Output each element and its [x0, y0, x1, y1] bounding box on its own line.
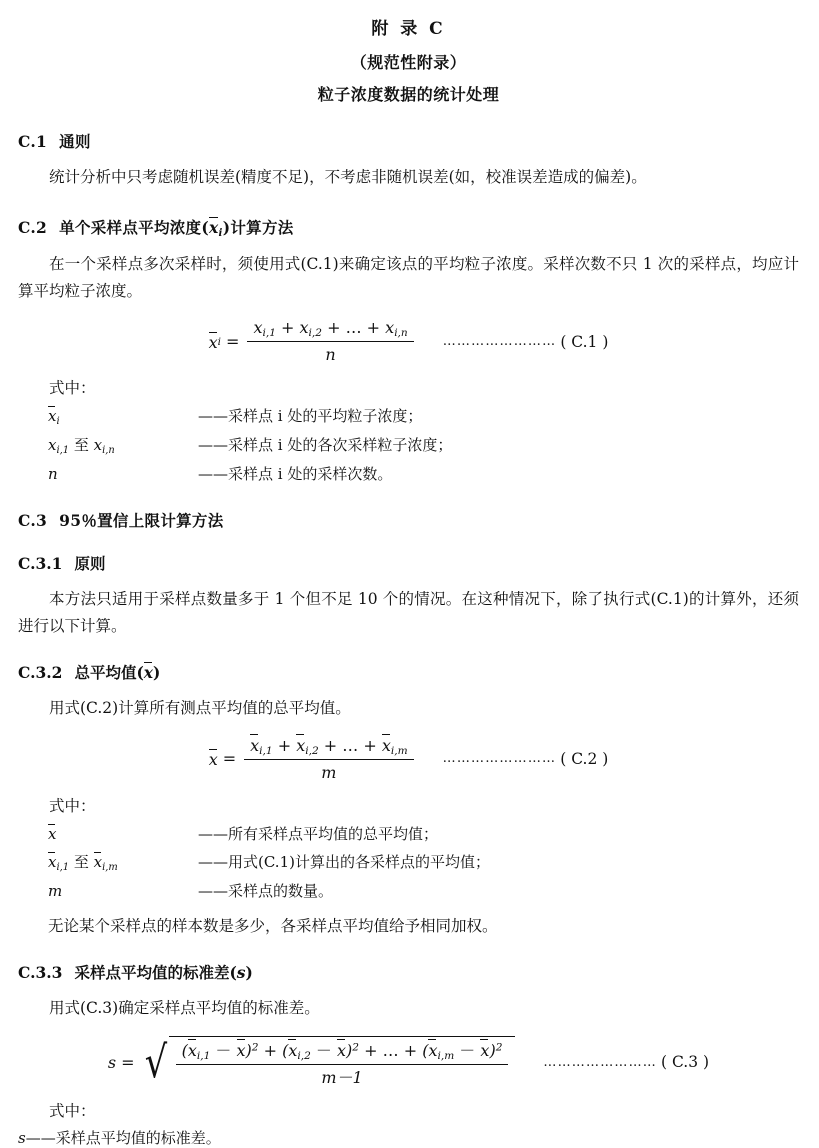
section-number-c32: C.3.2 — [18, 662, 63, 682]
section-number-c33: C.3.3 — [18, 962, 63, 982]
paragraph-c31: 本方法只适用于采样点数量多于 1 个但不足 10 个的情况。在这种情况下，除了执行式(C.1)的计算外，还须进行以下计算。 — [18, 589, 799, 635]
where-label-c33: 式中： — [49, 1101, 96, 1120]
section-title-c32-pre: 总平均值( — [74, 662, 144, 682]
paragraph-c33: 用式(C.3)确定采样点平均值的标准差。 — [49, 998, 320, 1017]
definition-list-c33 — [18, 1127, 799, 1148]
formula-c1-denominator: n — [325, 345, 336, 365]
formula-c2-leader: …………………… — [442, 751, 557, 767]
definition-row — [18, 405, 799, 427]
definition-symbol: m — [48, 881, 63, 900]
formula-c2-lhs: x — [208, 749, 218, 769]
section-heading-c3 — [18, 509, 799, 531]
section-title-c32-symbol: x — [143, 662, 154, 682]
equals-sign: = — [226, 332, 240, 352]
formula-c2-expression — [209, 734, 417, 784]
definition-row — [18, 463, 799, 484]
paragraph-c32-note: 无论某个采样点的样本数是多少，各采样点平均值给予相同加权。 — [48, 916, 498, 935]
formula-c2 — [18, 734, 799, 784]
definition-text: ——采样点 i 处的各次采样粒子浓度； — [198, 435, 453, 454]
section-heading-c33 — [18, 961, 799, 983]
definition-text: ——采样点平均值的标准差。 — [25, 1128, 221, 1147]
formula-c1-numerator: $x_{i,1} + x_{i,2}$ + … + $x_{i,n}$ — [247, 317, 413, 342]
section-heading-c2 — [18, 216, 799, 239]
definition-text: ——采样点 i 处的采样次数。 — [198, 464, 393, 483]
equals-sign: = — [222, 749, 237, 769]
definition-symbol: s — [18, 1128, 26, 1147]
where-label-c32: 式中： — [49, 796, 96, 815]
formula-c2-fraction — [244, 734, 413, 784]
formula-c3-expression — [108, 1036, 517, 1089]
section-heading-c31 — [18, 552, 799, 574]
formula-c1-lhs: x — [208, 332, 218, 352]
formula-c3-leader: …………………… — [543, 1054, 658, 1070]
formula-c3-denominator: m－1 — [321, 1067, 363, 1087]
definition-row — [18, 851, 799, 873]
paragraph-c32: 用式(C.2)计算所有测点平均值的总平均值。 — [49, 698, 351, 717]
formula-c3 — [18, 1036, 799, 1089]
definition-symbol: n — [48, 464, 58, 483]
section-number-c3: C.3 — [18, 510, 48, 530]
formula-c2-denominator: m — [321, 763, 337, 783]
definition-text: ——用式(C.1)计算出的各采样点的平均值； — [198, 852, 490, 871]
section-title-c32-post: ) — [153, 662, 161, 682]
formula-c1-expression: x i = $x_{i,1} + x_{i,2}$ + … + $x_{i,n}$ n — [209, 317, 417, 366]
definition-row — [18, 434, 799, 456]
definition-row — [18, 823, 799, 844]
appendix-subtitle: （规范性附录） — [350, 53, 467, 72]
section-heading-c1 — [18, 130, 799, 152]
definition-symbol: $x_{i,1}$ 至 $x_{i,m}$ — [48, 852, 118, 873]
square-root-icon: √ $(x_{i,1} - x)^2 + (x_{i,2} - x)^2$ + … + $(x_{i,m} - x)^2$ m－1 — [142, 1036, 516, 1089]
definition-symbol: $x_i$ — [48, 407, 60, 427]
formula-c2-number: ( C.2 ) — [560, 749, 609, 768]
equals-sign: = — [121, 1052, 135, 1072]
definition-list-c2 — [18, 405, 799, 484]
section-title-c3: 95％置信上限计算方法 — [59, 510, 224, 530]
formula-c3-lhs: s — [107, 1052, 117, 1072]
section-number-c1: C.1 — [18, 132, 48, 151]
definition-symbol: x — [48, 824, 57, 843]
section-title-c31: 原则 — [74, 553, 106, 573]
paragraph-c1: 统计分析中只考虑随机误差(精度不足)，不考虑非随机误差(如，校准误差造成的偏差)。 — [49, 168, 647, 186]
where-label-c2: 式中： — [49, 379, 96, 398]
formula-c1 — [18, 317, 799, 366]
definition-list-c32 — [18, 823, 799, 901]
section-title-c2-subscript: i — [218, 226, 223, 239]
definition-text: ——采样点 i 处的平均粒子浓度； — [198, 407, 423, 426]
formula-c1-leader: …………………… — [442, 334, 557, 350]
definition-text: ——所有采样点平均值的总平均值； — [198, 824, 439, 843]
section-title-c2-pre: 单个采样点平均浓度( — [59, 218, 209, 238]
section-title-c33-symbol: s — [236, 962, 246, 982]
section-title-c2-symbol: x — [209, 218, 219, 238]
definition-row — [18, 880, 799, 901]
paragraph-c2: 在一个采样点多次采样时，须使用式(C.1)来确定该点的平均粒子浓度。采样次数不只 1 次的采样点，均应计算平均粒子浓度。 — [18, 254, 799, 301]
formula-c3-numerator: $(x_{i,1} - x)^2 + (x_{i,2} - x)^2$ + … + $(x_{i,m} - x)^2$ — [176, 1039, 509, 1065]
section-title-c33-pre: 采样点平均值的标准差( — [74, 962, 237, 982]
formula-c1-fraction — [247, 317, 413, 366]
formula-c3-number: ( C.3 ) — [661, 1053, 710, 1072]
section-title-c33-post: ) — [245, 962, 253, 982]
formula-c2-numerator: $x_{i,1} + x_{i,2}$ + … + $x_{i,m}$ — [244, 734, 413, 760]
section-heading-c32 — [18, 661, 799, 683]
definition-text: ——采样点的数量。 — [198, 881, 334, 900]
formula-c1-number: ( C.1 ) — [560, 332, 609, 351]
definition-row — [18, 1127, 799, 1148]
section-number-c2: C.2 — [18, 218, 48, 238]
appendix-name: 粒子浓度数据的统计处理 — [317, 85, 500, 104]
section-number-c31: C.3.1 — [18, 553, 63, 573]
section-title-c2-post: )计算方法 — [222, 218, 294, 238]
appendix-title: 附 录 C — [371, 19, 446, 39]
formula-c3-fraction — [176, 1039, 509, 1089]
section-title-c1: 通则 — [59, 132, 91, 151]
definition-symbol: $x_{i,1}$ 至 $x_{i,n}$ — [48, 435, 115, 456]
